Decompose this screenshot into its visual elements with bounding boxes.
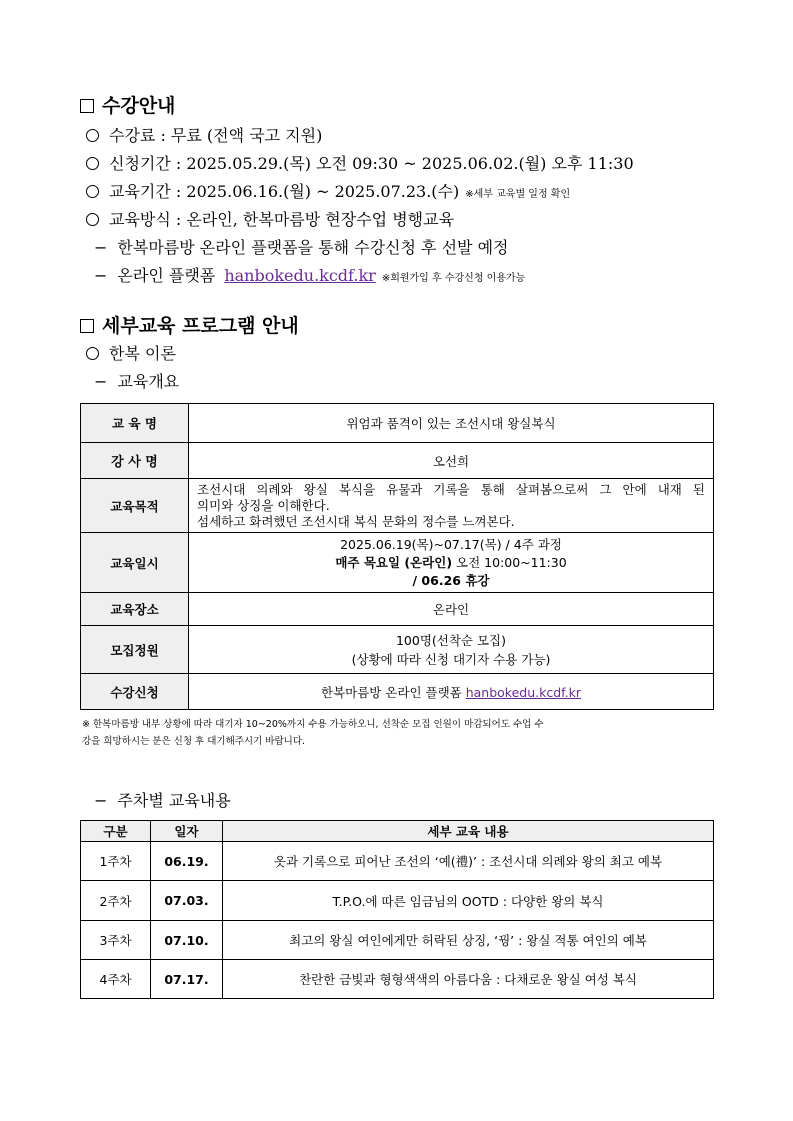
content-cell: 최고의 왕실 여인에게만 허락된 상징, ‘꿩’ : 왕실 적통 여인의 예복	[223, 921, 714, 960]
sub-item-selection: − 한복마름방 온라인 플랫폼을 통해 수강신청 후 선발 예정	[94, 238, 509, 257]
capacity-value: 100명(선착순 모집) (상황에 따라 신청 대기자 수용 가능)	[189, 626, 714, 674]
table-row	[81, 842, 714, 881]
content-cell: 찬란한 금빛과 형형색색의 아름다움 : 다채로운 왕실 여성 복식	[223, 960, 714, 999]
section-title: 세부교육 프로그램 안내	[102, 315, 299, 337]
instructor-value: 오선희	[189, 443, 714, 479]
info-item-apply-period: 신청기간 : 2025.05.29.(목) 오전 09:30 ~ 2025.06.02.(월) 오후 11:30	[86, 151, 634, 174]
platform-link[interactable]: hanbokedu.kcdf.kr	[224, 266, 376, 285]
apply-value: 한복마름방 온라인 플랫폼 hanbokedu.kcdf.kr	[189, 674, 714, 710]
section-heading-program	[80, 311, 299, 338]
table-row	[81, 533, 714, 593]
table-row	[81, 674, 714, 710]
table-row	[81, 626, 714, 674]
purpose-value: 조선시대 의례와 왕실 복식을 유물과 기록을 통해 살펴봄으로써 그 안에 내재 된 의미와 상징을 이해한다. 섬세하고 화려했던 조선시대 복식 문화의 정수를 느껴본다.	[189, 479, 714, 533]
week-cell: 2주차	[81, 881, 151, 921]
circle-bullet-icon	[86, 347, 99, 360]
program-item-theory: 한복 이론	[86, 341, 176, 364]
sub-item-platform: − 온라인 플랫폼 hanbokedu.kcdf.kr ※회원가입 후 수강신청 이용가능	[94, 266, 526, 285]
section-title: 수강안내	[102, 95, 176, 117]
info-item-method: 교육방식 : 온라인, 한복마름방 현장수업 병행교육	[86, 207, 454, 230]
label-apply: 수강신청	[81, 674, 189, 710]
label-schedule: 교육일시	[81, 533, 189, 593]
table-row	[81, 404, 714, 443]
label-purpose: 교육목적	[81, 479, 189, 533]
table-row	[81, 960, 714, 999]
content-cell: 옷과 기록으로 피어난 조선의 ‘예(禮)’ : 조선시대 의례와 왕의 최고 예복	[223, 842, 714, 881]
label-course-name: 교 육 명	[81, 404, 189, 443]
table-row	[81, 443, 714, 479]
week-cell: 3주차	[81, 921, 151, 960]
course-name-value: 위엄과 품격이 있는 조선시대 왕실복식	[189, 404, 714, 443]
footnote: ※ 한복마름방 내부 상황에 따라 대기자 10~20%까지 수용 가능하오니, 선착순 모집 인원이 마감되어도 수업 수 강을 희망하시는 분은 신청 후 대기해주시기 바랍니다.	[82, 719, 544, 747]
table-row	[81, 921, 714, 960]
weekly-table	[80, 820, 714, 999]
place-value: 온라인	[189, 593, 714, 626]
table-row	[81, 479, 714, 533]
info-item-fee: 수강료 : 무료 (전액 국고 지원)	[86, 123, 322, 146]
label-place: 교육장소	[81, 593, 189, 626]
date-cell: 07.03.	[151, 881, 223, 921]
circle-bullet-icon	[86, 157, 99, 170]
date-cell: 07.17.	[151, 960, 223, 999]
header-week: 구분	[81, 821, 151, 842]
table-row	[81, 593, 714, 626]
circle-bullet-icon	[86, 129, 99, 142]
date-cell: 07.10.	[151, 921, 223, 960]
content-cell: T.P.O.에 따른 임금님의 OOTD : 다양한 왕의 복식	[223, 881, 714, 921]
header-content: 세부 교육 내용	[223, 821, 714, 842]
circle-bullet-icon	[86, 213, 99, 226]
apply-platform-link[interactable]: hanbokedu.kcdf.kr	[465, 684, 582, 700]
checkbox-square-icon	[80, 319, 94, 333]
note: ※세부 교육별 일정 확인	[465, 189, 571, 200]
week-cell: 1주차	[81, 842, 151, 881]
week-cell: 4주차	[81, 960, 151, 999]
sub-item-overview: − 교육개요	[94, 372, 180, 391]
schedule-value: 2025.06.19(목)~07.17(목) / 4주 과정 매주 목요일 (온라인) 오전 10:00~11:30 / 06.26 휴강	[189, 533, 714, 593]
info-item-course-period: 교육기간 : 2025.06.16.(월) ~ 2025.07.23.(수) ※세부 교육별 일정 확인	[86, 179, 570, 202]
overview-table	[80, 403, 714, 710]
table-header-row	[81, 821, 714, 842]
label-capacity: 모집정원	[81, 626, 189, 674]
header-date: 일자	[151, 821, 223, 842]
section-heading-course-info	[80, 91, 175, 118]
label-instructor: 강 사 명	[81, 443, 189, 479]
checkbox-square-icon	[80, 99, 94, 113]
date-cell: 06.19.	[151, 842, 223, 881]
circle-bullet-icon	[86, 185, 99, 198]
table-row	[81, 881, 714, 921]
sub-item-weekly: − 주차별 교육내용	[94, 791, 231, 810]
